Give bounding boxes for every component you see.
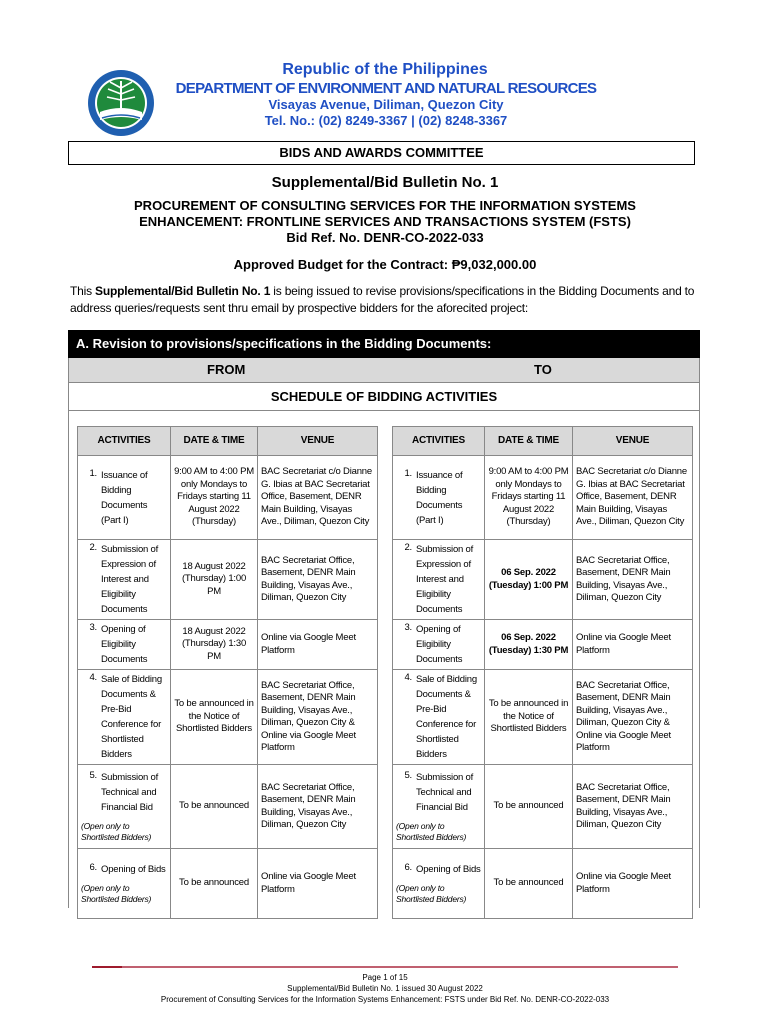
footer-issued: Supplemental/Bid Bulletin No. 1 issued 30 August 2022: [287, 984, 483, 993]
activity-number: 6.: [404, 862, 412, 873]
col-activities: ACTIVITIES: [393, 427, 485, 456]
activity-number: 3.: [404, 622, 412, 633]
date-time-cell: To be announced: [171, 765, 258, 849]
approved-budget-value: ₱9,032,000.00: [451, 257, 537, 272]
activity-text: Submission of Technical and Financial Bid: [101, 772, 159, 813]
activity-number: 4.: [404, 672, 412, 683]
col-activities: ACTIVITIES: [78, 427, 171, 456]
footer-reference: Procurement of Consulting Services for the Information Systems Enhancement: FSTS under Bid Ref. No. DENR-CO-2022-033: [160, 995, 610, 1004]
activity-text: Submission of Technical and Financial Bid: [416, 772, 474, 813]
venue-cell: BAC Secretariat Office, Basement, DENR Main Building, Visayas Ave., Diliman, Quezon City: [573, 540, 693, 620]
activity-text: Opening of Bids: [101, 864, 166, 875]
venue-cell: BAC Secretariat Office, Basement, DENR Main Building, Visayas Ave., Diliman, Quezon City & Online via Google Meet Platform: [258, 670, 378, 765]
venue-cell: Online via Google Meet Platform: [573, 620, 693, 670]
committee-title: BIDS AND AWARDS COMMITTEE: [68, 141, 695, 165]
activity-note: (Open only to Shortlisted Bidders): [81, 883, 152, 904]
table-row: [393, 620, 693, 670]
venue-cell: Online via Google Meet Platform: [573, 849, 693, 919]
from-to-header: [68, 358, 700, 382]
venue-cell: BAC Secretariat c/o Dianne G. Ibias at BAC Secretariat Office, Basement, DENR Main Building, Visayas Ave., Diliman, Quezon City: [258, 456, 378, 540]
activity-number: 5.: [89, 770, 97, 781]
section-a-heading: A. Revision to provisions/specifications in the Bidding Documents:: [68, 330, 700, 358]
venue-cell: BAC Secretariat Office, Basement, DENR Main Building, Visayas Ave., Diliman, Quezon City: [258, 765, 378, 849]
intro-prefix: This: [70, 284, 96, 298]
activity-text: Sale of Bidding Documents & Pre-Bid Conference for Shortlisted Bidders: [416, 674, 477, 760]
activity-text: Issuance of Bidding Documents (Part I): [101, 469, 148, 526]
date-time-cell: To be announced: [485, 849, 573, 919]
activity-note: (Open only to Shortlisted Bidders): [396, 821, 467, 842]
date-time-cell: To be announced: [485, 765, 573, 849]
date-time-cell: 18 August 2022 (Thursday) 1:30 PM: [171, 620, 258, 670]
date-time-cell: To be announced: [171, 849, 258, 919]
date-time-cell: To be announced in the Notice of Shortlisted Bidders: [171, 670, 258, 765]
date-time-cell: 06 Sep. 2022 (Tuesday) 1:30 PM: [485, 620, 573, 670]
page-footer: [0, 972, 770, 1005]
activity-text: Opening of Eligibility Documents: [416, 624, 463, 665]
activity-number: 2.: [404, 542, 412, 553]
activity-text: Opening of Bids: [416, 864, 481, 875]
activity-number: 5.: [404, 770, 412, 781]
activity-cell: [393, 670, 485, 765]
bulletin-title: Supplemental/Bid Bulletin No. 1: [271, 174, 499, 191]
department-telephone: Tel. No.: (02) 8249-3367 | (02) 8248-3367: [264, 113, 508, 128]
date-time-cell: To be announced in the Notice of Shortlisted Bidders: [485, 670, 573, 765]
activity-number: 4.: [89, 672, 97, 683]
date-time-cell: 9:00 AM to 4:00 PM only Mondays to Fridays starting 11 August 2022 (Thursday): [171, 456, 258, 540]
activity-text: Sale of Bidding Documents & Pre-Bid Conference for Shortlisted Bidders: [101, 674, 162, 760]
table-row: [393, 670, 693, 765]
venue-cell: BAC Secretariat Office, Basement, DENR Main Building, Visayas Ave., Diliman, Quezon City & Online via Google Meet Platform: [573, 670, 693, 765]
activity-cell: [78, 670, 171, 765]
venue-cell: BAC Secretariat Office, Basement, DENR Main Building, Visayas Ave., Diliman, Quezon City: [258, 540, 378, 620]
col-venue: VENUE: [258, 427, 378, 456]
activity-cell: [393, 849, 485, 919]
activity-number: 1.: [89, 467, 97, 479]
department-name: DEPARTMENT OF ENVIRONMENT AND NATURAL RESOURCES: [175, 80, 597, 97]
country-name: Republic of the Philippines: [282, 61, 488, 78]
table-row: [78, 456, 378, 540]
activity-cell: [78, 540, 171, 620]
activity-cell: [78, 849, 171, 919]
table-header-row: [393, 427, 693, 456]
col-venue: VENUE: [573, 427, 693, 456]
page-number: Page 1 of 15: [362, 973, 408, 982]
table-header-row: [78, 427, 378, 456]
venue-cell: BAC Secretariat Office, Basement, DENR Main Building, Visayas Ave., Diliman, Quezon City: [573, 765, 693, 849]
col-date-time: DATE & TIME: [171, 427, 258, 456]
activity-text: Submission of Expression of Interest and Eligibility Documents: [101, 544, 159, 615]
from-label: FROM: [207, 362, 246, 377]
activity-note: (Open only to Shortlisted Bidders): [396, 883, 467, 904]
activity-cell: [393, 620, 485, 670]
department-address: Visayas Avenue, Diliman, Quezon City: [268, 97, 504, 112]
activity-cell: [393, 456, 485, 540]
intro-bold: Supplemental/Bid Bulletin No. 1: [95, 284, 271, 298]
bid-reference: Bid Ref. No. DENR-CO-2022-033: [286, 230, 484, 245]
table-row: [393, 540, 693, 620]
intro-rest: is being issued to revise provisions/specifications in the Bidding Documents and to address queries/requests sent thru email by prospective bidders for the aforecited project:: [70, 284, 695, 315]
activity-cell: [78, 620, 171, 670]
intro-paragraph: [70, 283, 700, 317]
table-row: [78, 670, 378, 765]
schedule-title: SCHEDULE OF BIDDING ACTIVITIES: [68, 382, 700, 410]
activity-cell: [393, 540, 485, 620]
activity-cell: [393, 765, 485, 849]
col-date-time: DATE & TIME: [485, 427, 573, 456]
venue-cell: BAC Secretariat c/o Dianne G. Ibias at BAC Secretariat Office, Basement, DENR Main Building, Visayas Ave., Diliman, Quezon City: [573, 456, 693, 540]
procurement-line-2: ENHANCEMENT: FRONTLINE SERVICES AND TRANSACTIONS SYSTEM (FSTS): [139, 214, 631, 229]
activity-text: Opening of Eligibility Documents: [101, 624, 148, 665]
activity-number: 1.: [404, 467, 412, 479]
table-row: [393, 456, 693, 540]
date-time-cell: 9:00 AM to 4:00 PM only Mondays to Fridays starting 11 August 2022 (Thursday): [485, 456, 573, 540]
to-schedule-table: [392, 426, 693, 919]
approved-budget: [0, 257, 770, 272]
venue-cell: Online via Google Meet Platform: [258, 849, 378, 919]
activity-cell: [78, 765, 171, 849]
table-row: [78, 540, 378, 620]
table-row: [393, 765, 693, 849]
procurement-line-1: PROCUREMENT OF CONSULTING SERVICES FOR THE INFORMATION SYSTEMS: [134, 198, 636, 213]
activity-text: Issuance of Bidding Documents (Part I): [416, 469, 463, 526]
table-row: [78, 849, 378, 919]
letterhead: [0, 58, 770, 132]
activity-cell: [78, 456, 171, 540]
procurement-title: [0, 198, 770, 246]
activity-number: 3.: [89, 622, 97, 633]
table-row: [78, 765, 378, 849]
activity-text: Submission of Expression of Interest and Eligibility Documents: [416, 544, 474, 615]
table-row: [78, 620, 378, 670]
date-time-cell: 18 August 2022 (Thursday) 1:00 PM: [171, 540, 258, 620]
date-time-cell: 06 Sep. 2022 (Tuesday) 1:00 PM: [485, 540, 573, 620]
activity-number: 2.: [89, 542, 97, 553]
venue-cell: Online via Google Meet Platform: [258, 620, 378, 670]
activity-note: (Open only to Shortlisted Bidders): [81, 821, 152, 842]
from-schedule-table: [77, 426, 378, 919]
activity-number: 6.: [89, 862, 97, 873]
table-row: [393, 849, 693, 919]
approved-budget-label: Approved Budget for the Contract:: [233, 257, 449, 272]
footer-divider: [92, 966, 678, 968]
to-label: TO: [534, 362, 552, 377]
